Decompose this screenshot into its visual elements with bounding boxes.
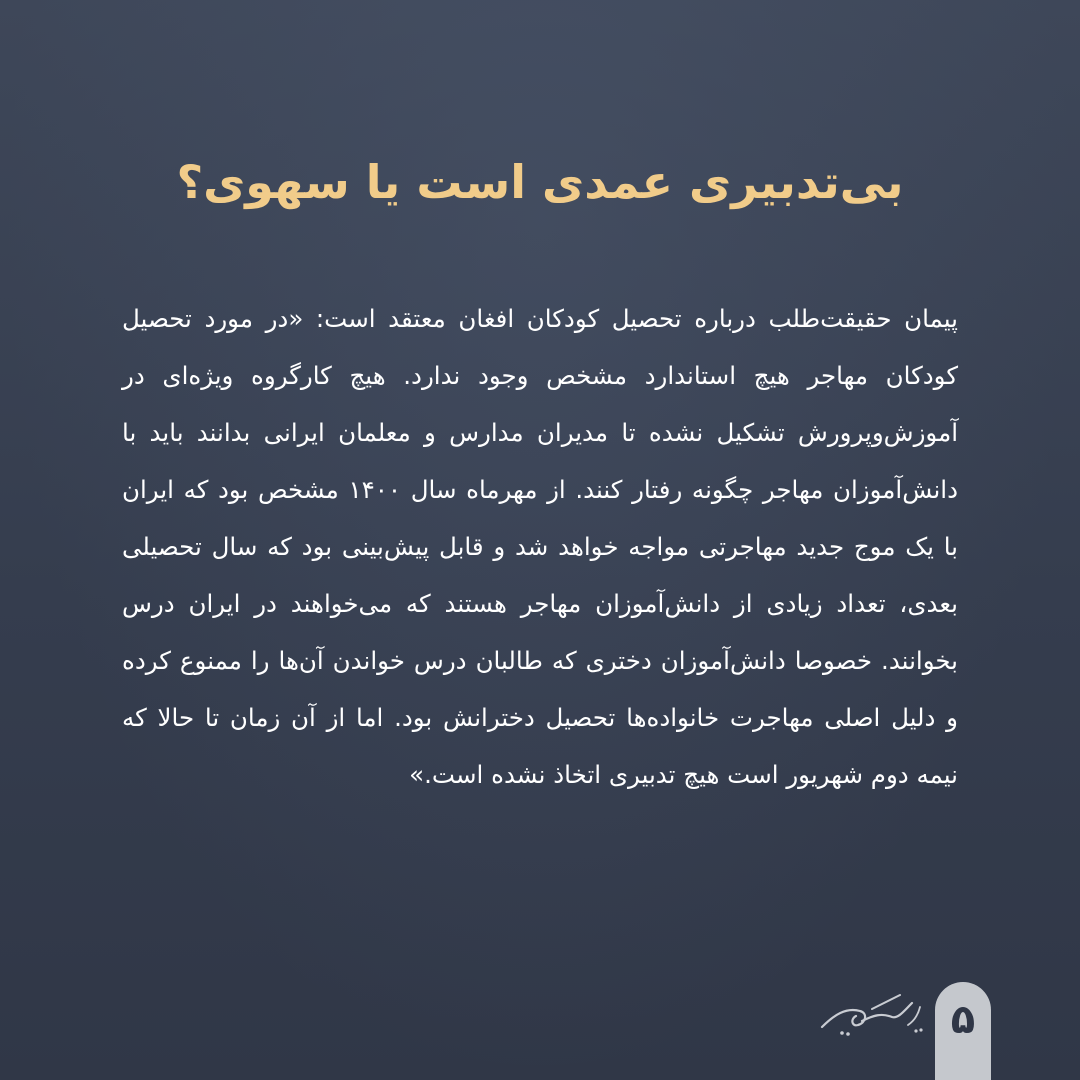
- brand-logo: [812, 985, 932, 1045]
- slide-body-text: پیمان حقیقت‌طلب درباره تحصیل کودکان افغان معتقد است: «در مورد تحصیل کودکان مهاجر هیچ استاندارد مشخص وجود ندارد. هیچ کارگروه ویژه‌ای در آموزش‌وپرورش تشکیل نشده تا مدیران مدارس و معلمان ایرانی بدانند باید با دانش‌آموزان مهاجر چگونه رفتار کنند. از مهرماه سال ۱۴۰۰ مشخص بود که ایران با یک موج جدید مهاجرتی مواجه خواهد شد و قابل پیش‌بینی بود که سال تحصیلی بعدی، تعداد زیادی از دانش‌آموزان مهاجر هستند که می‌خواهند در ایران درس بخوانند. خصوصا دانش‌آموزان دختری که طالبان درس خواندن آن‌ها را ممنوع کرده و دلیل اصلی مهاجرت خانواده‌ها تحصیل دخترانش بود. اما از آن زمان تا حالا که نیمه دوم شهریور است هیچ تدبیری اتخاذ نشده است.»: [122, 304, 958, 789]
- page-number-tab: [935, 982, 991, 1080]
- page-number: ۵: [950, 997, 976, 1043]
- calligraphy-logo-icon: [812, 985, 932, 1045]
- slide-title: بی‌تدبیری عمدی است یا سهوی؟: [176, 155, 904, 209]
